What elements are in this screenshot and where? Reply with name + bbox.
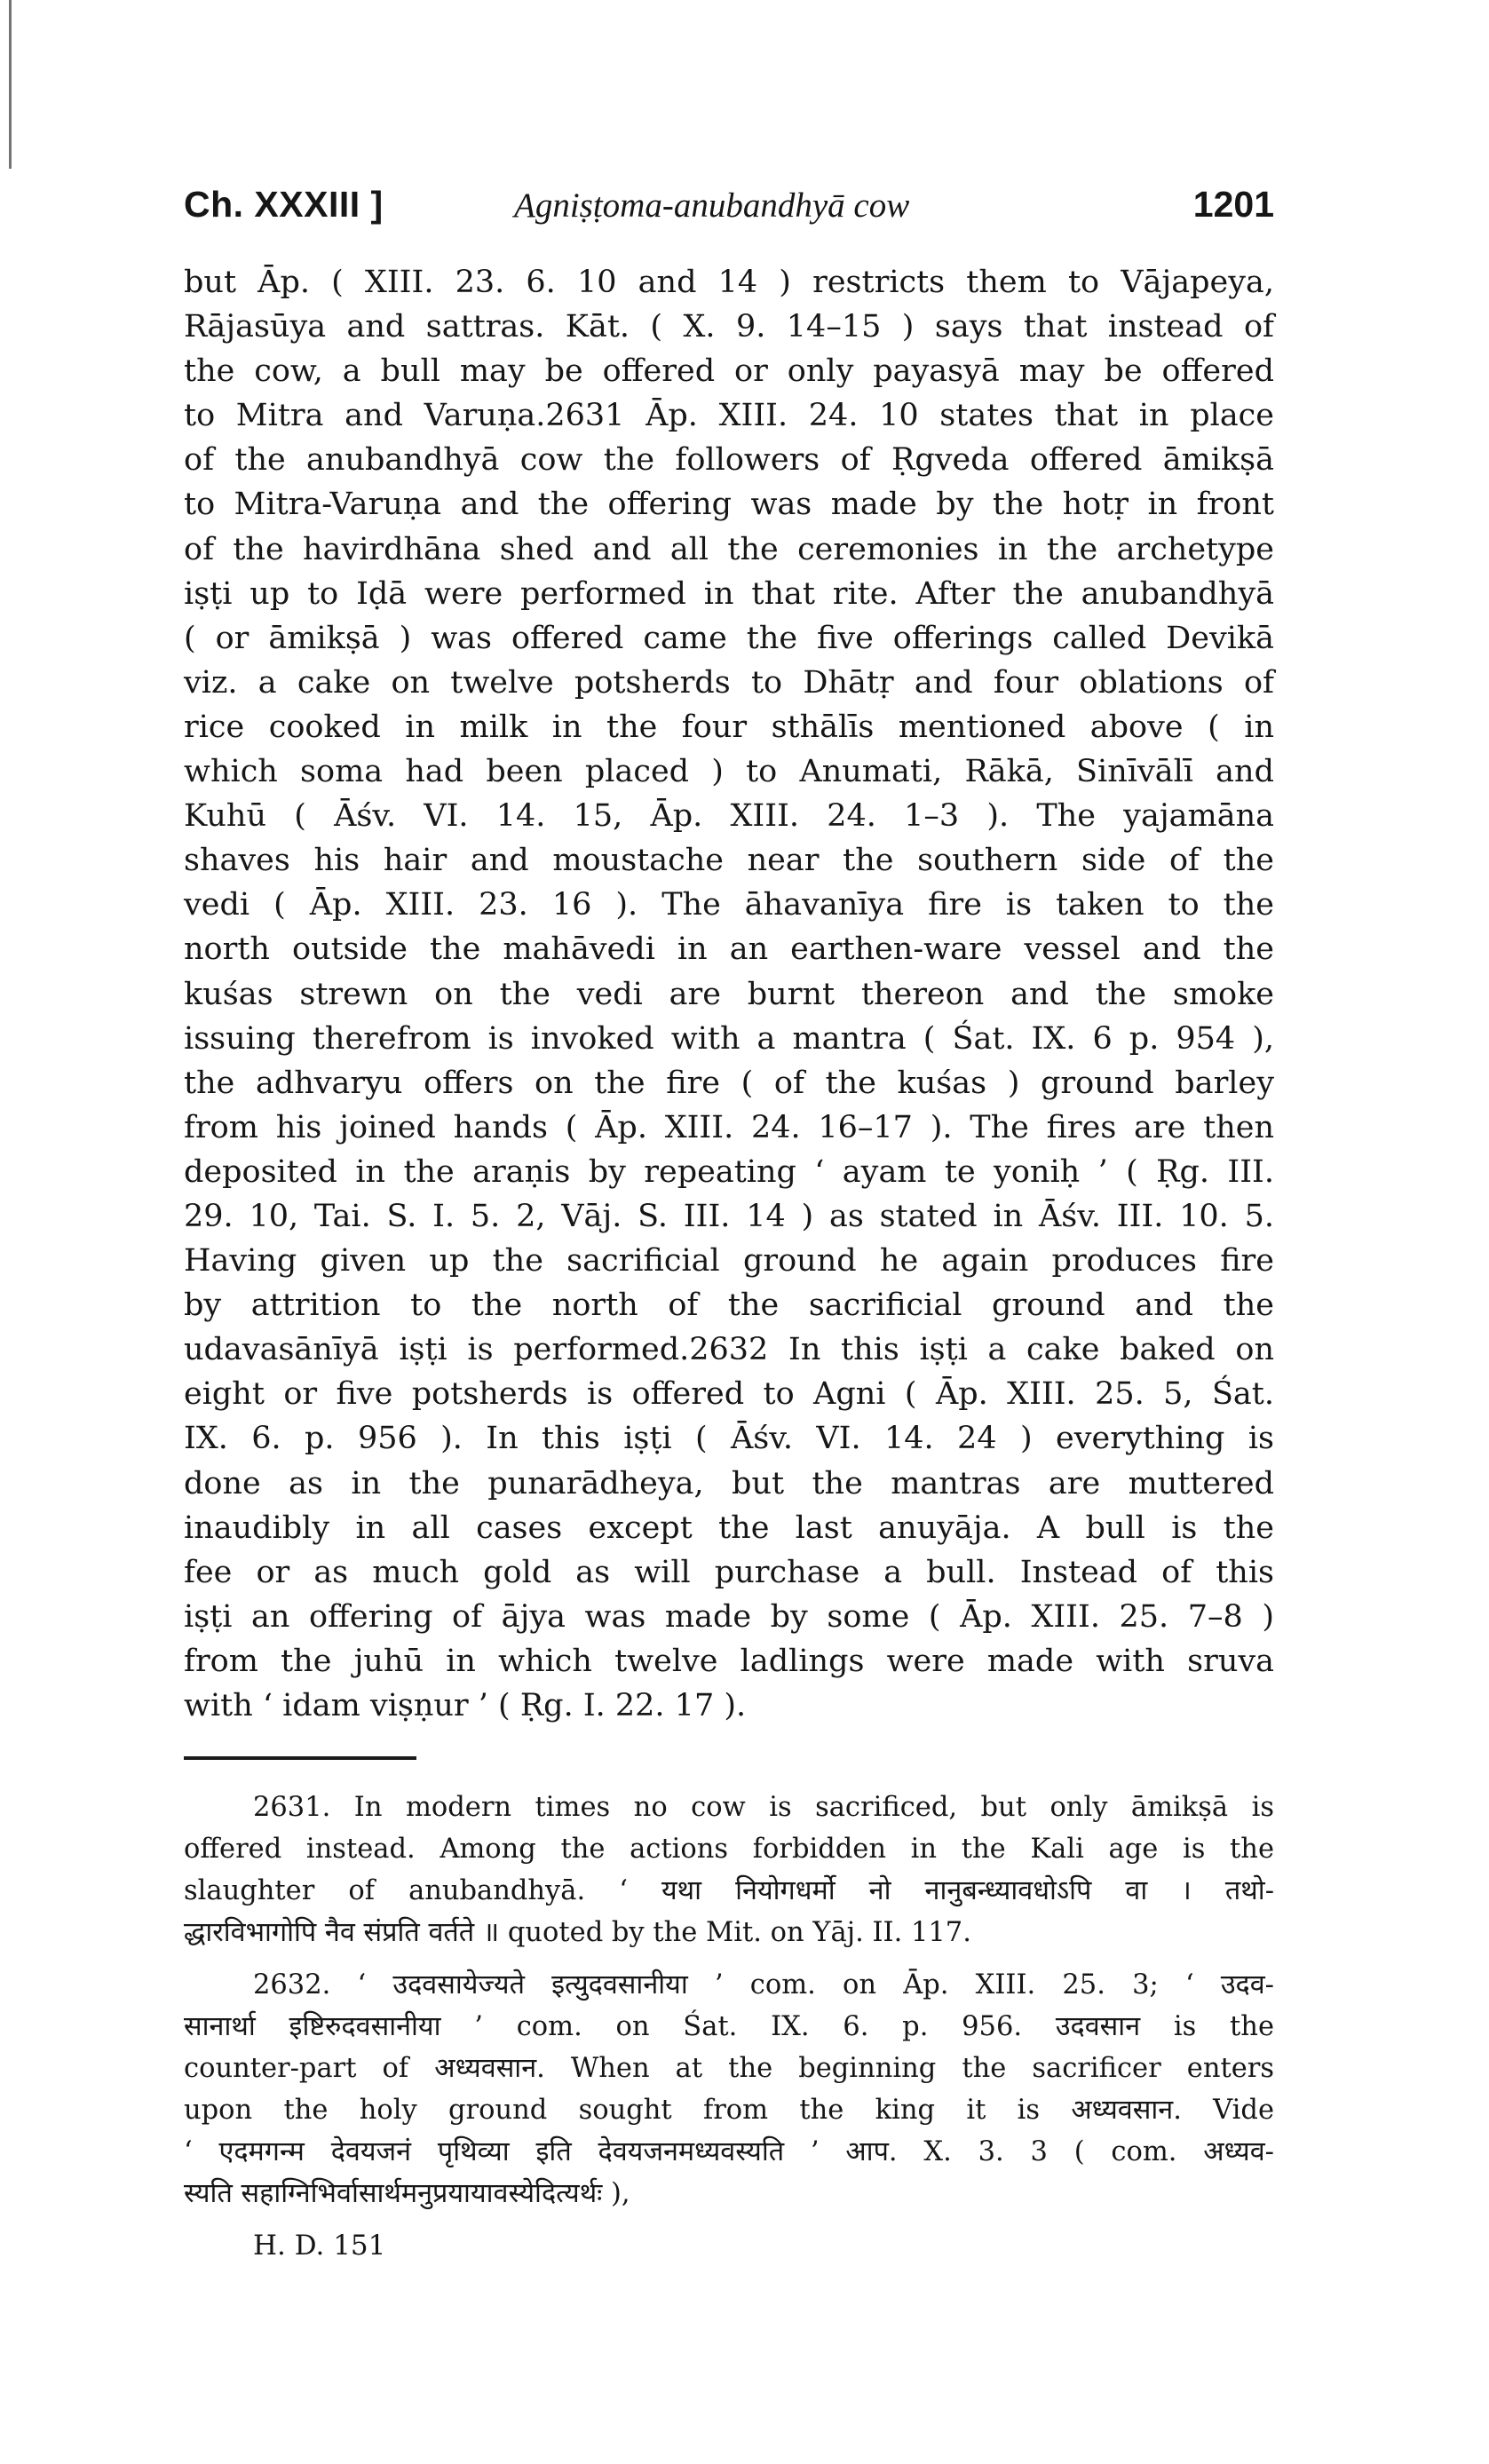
body-line: from the juhū in which twelve ladlings were made with sruva xyxy=(184,1643,1274,1679)
body-line: but Āp. ( XIII. 23. 6. 10 and 14 ) restricts them to Vājapeya, xyxy=(184,265,1274,300)
body-line: iṣṭi an offering of ājya was made by some ( Āp. XIII. 25. 7–8 ) xyxy=(184,1598,1274,1635)
footnote-line: offered instead. Among the actions forbidden in the Kali age is the xyxy=(184,1834,1274,1866)
footnote-line: द्धारविभागोपि नैव संप्रति वर्तते ॥ quoted by the Mit. on Yāj. II. 117. xyxy=(184,1917,971,1949)
body-line: shaves his hair and moustache near the southern side of the xyxy=(184,843,1274,879)
chapter-label: Ch. XXXIII ] xyxy=(184,184,384,225)
signature-mark: H. D. 151 xyxy=(253,2230,386,2262)
footnote-2632 xyxy=(184,1964,1274,2214)
body-line: Having given up the sacrificial ground he again produces fire xyxy=(184,1243,1274,1280)
footnote-line: सानार्था इष्टिरुदवसानीया ’ com. on Śat. IX. 6. p. 956. उदवसान is the xyxy=(184,2011,1274,2043)
body-line: by attrition to the north of the sacrificial ground and the xyxy=(184,1287,1274,1324)
body-line: Kuhū ( Āśv. VI. 14. 15, Āp. XIII. 24. 1–3 ). The yajamāna xyxy=(184,798,1274,835)
footnote-line: 2632. ‘ उदवसायेज्यते इत्युदवसानीया ’ com. on Āp. XIII. 25. 3; ‘ उदव- xyxy=(253,1969,1274,2001)
body-line: with ‘ idam viṣṇur ’ ( Ṛg. I. 22. 17 ). xyxy=(184,1688,747,1723)
footnote-line: counter-part of अध्यवसान. When at the beginning the sacrificer enters xyxy=(184,2053,1274,2085)
body-line: of the anubandhyā cow the followers of Ṛgveda offered āmikṣā xyxy=(184,442,1274,479)
footnotes-section xyxy=(184,1787,1274,2267)
body-line: kuśas strewn on the vedi are burnt thereon and the smoke xyxy=(184,976,1274,1012)
body-line: north outside the mahāvedi in an earthen-ware vessel and the xyxy=(184,931,1274,968)
body-line: eight or five potsherds is offered to Agni ( Āp. XIII. 25. 5, Śat. xyxy=(184,1376,1274,1413)
body-line: Rājasūya and sattras. Kāt. ( X. 9. 14–15 ) says that instead of xyxy=(184,309,1274,345)
footnote-line: ‘ एदमगन्म देवयजनं पृथिव्या इति देवयजनमध्यवस्यति ’ आप. X. 3. 3 ( com. अध्यव- xyxy=(184,2136,1274,2168)
body-line: iṣṭi up to Iḍā were performed in that rite. After the anubandhyā xyxy=(184,575,1274,612)
body-line: fee or as much gold as will purchase a bull. Instead of this xyxy=(184,1554,1274,1590)
body-line: udavasānīyā iṣṭi is performed.2632 In this iṣṭi a cake baked on xyxy=(184,1332,1274,1368)
footnote-2631 xyxy=(184,1787,1274,1953)
body-line: done as in the punarādheya, but the mantras are muttered xyxy=(184,1465,1274,1501)
body-line: 29. 10, Tai. S. I. 5. 2, Vāj. S. III. 14 ) as stated in Āśv. III. 10. 5. xyxy=(184,1198,1274,1234)
body-line: rice cooked in milk in the four sthālīs mentioned above ( in xyxy=(184,709,1274,745)
footnote-line: slaughter of anubandhyā. ‘ यथा नियोगधर्मो नो नानुबन्ध्यावधोऽपि वा । तथो- xyxy=(184,1875,1274,1907)
body-line: ( or āmikṣā ) was offered came the five offerings called Devikā xyxy=(184,620,1274,656)
body-line: inaudibly in all cases except the last anuyāja. A bull is the xyxy=(184,1509,1274,1546)
footnote-separator-rule xyxy=(184,1756,416,1760)
footnote-line: स्यति सहाग्निभिर्वासार्थमनुप्रयायावस्येदित्यर्थः ), xyxy=(184,2178,630,2210)
running-title: Agniṣṭoma-anubandhyā cow xyxy=(514,186,910,225)
body-line: which soma had been placed ) to Anumati, Rākā, Sinīvālī and xyxy=(184,754,1274,790)
running-head xyxy=(184,173,1274,235)
footnote-line: 2631. In modern times no cow is sacrificed, but only āmikṣā is xyxy=(253,1792,1274,1824)
body-line: vedi ( Āp. XIII. 23. 16 ). The āhavanīya fire is taken to the xyxy=(184,887,1274,923)
body-line: the cow, a bull may be offered or only payasyā may be offered xyxy=(184,353,1274,390)
page-number: 1201 xyxy=(1192,184,1274,225)
body-line: deposited in the araṇis by repeating ‘ ayam te yoniḥ ’ ( Ṛg. III. xyxy=(184,1153,1274,1190)
footnote-line: upon the holy ground sought from the king it is अध्यवसान. Vide xyxy=(184,2095,1274,2127)
body-line: to Mitra and Varuṇa.2631 Āp. XIII. 24. 10 states that in place xyxy=(184,398,1274,434)
body-line: IX. 6. p. 956 ). In this iṣṭi ( Āśv. VI. 14. 24 ) everything is xyxy=(184,1421,1274,1457)
body-line: to Mitra-Varuṇa and the offering was made by the hotṛ in front xyxy=(184,487,1274,523)
body-line: of the havirdhāna shed and all the ceremonies in the archetype xyxy=(184,531,1274,567)
body-line: the adhvaryu offers on the fire ( of the kuśas ) ground barley xyxy=(184,1065,1274,1101)
body-line: issuing therefrom is invoked with a mantra ( Śat. IX. 6 p. 954 ), xyxy=(184,1020,1274,1057)
main-body-text xyxy=(184,260,1274,1728)
scan-edge-mark xyxy=(9,0,12,169)
book-page xyxy=(184,173,1274,2267)
body-line: viz. a cake on twelve potsherds to Dhātṛ and four oblations of xyxy=(184,664,1274,701)
body-line: from his joined hands ( Āp. XIII. 24. 16–17 ). The fires are then xyxy=(184,1109,1274,1145)
